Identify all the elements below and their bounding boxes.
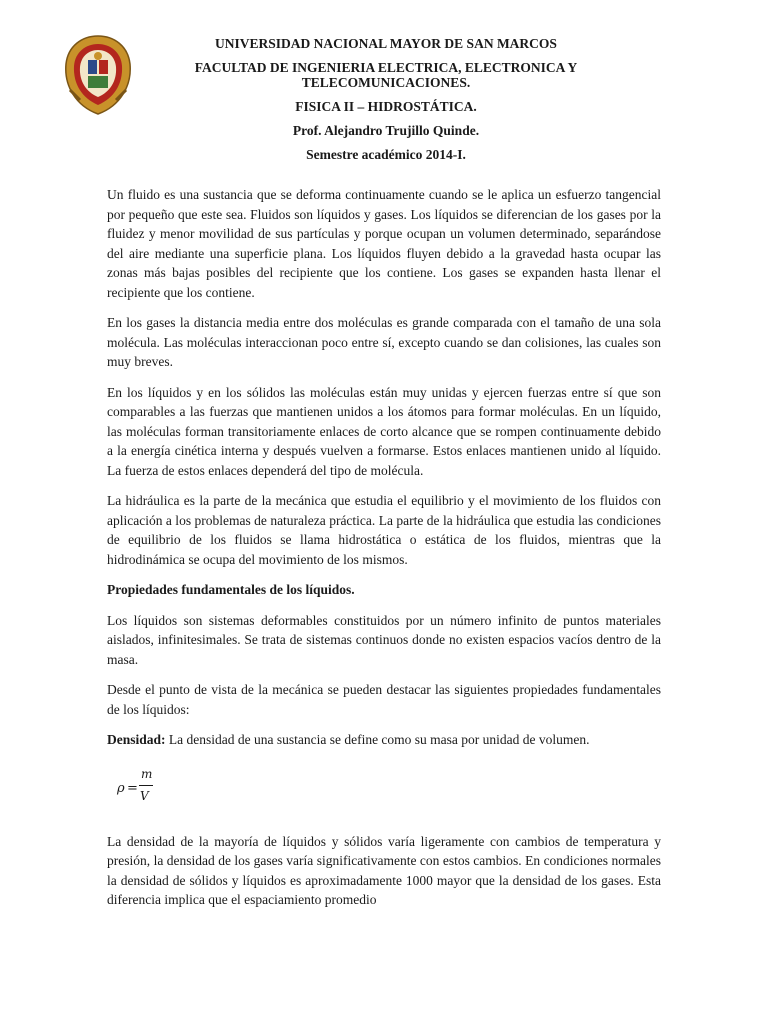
- formula-lhs: ρ: [117, 780, 125, 796]
- paragraph-gases: En los gases la distancia media entre dos moléculas es grande comparada con el tamaño de una sola molécula. Las moléculas interaccionan poco entre sí, excepto cuando se dan colisiones, las cuales son muy breves.: [107, 315, 661, 369]
- formula-denominator: V: [140, 788, 149, 803]
- document-body: [107, 185, 661, 921]
- formula-numerator: m: [141, 766, 153, 781]
- document-header: [180, 36, 592, 171]
- paragraph-fluid-definition: Un fluido es una sustancia que se deforma continuamente cuando se le aplica un esfuerzo tangencial por pequeño que este sea. Fluidos son líquidos y gases. Los líquidos se diferencian de los gases por la fluidez y menor movilidad de sus partículas y porque ocupan un volumen determinado, separándose del aire mediante una superficie plana. Los líquidos fluyen debido a la gravedad hasta ocupar las zonas más bajas posibles del recipiente que los contiene. Los gases se expanden hasta llenar el recipiente que los contiene.: [107, 187, 661, 300]
- formula-equals: =: [127, 780, 138, 796]
- paragraph-density-definition: [107, 730, 661, 750]
- semester-label: Semestre académico 2014-I.: [306, 147, 466, 162]
- density-term: Densidad:: [107, 732, 166, 747]
- paragraph-properties-intro: Desde el punto de vista de la mecánica se pueden destacar las siguientes propiedades fundamentales de los líquidos:: [107, 682, 661, 717]
- density-formula: [107, 761, 661, 819]
- fraction-bar: [139, 785, 153, 786]
- paragraph-hydraulics: La hidráulica es la parte de la mecánica que estudia el equilibrio y el movimiento de los fluidos con aplicación a los problemas de naturaleza práctica. La parte de la hidráulica que estudia las condiciones de equilibrio de los fluidos se llama hidrostática o estática de los fluidos, mientras que la hidrodinámica se ocupa del movimiento de los mismos.: [107, 493, 661, 567]
- density-definition: La densidad de una sustancia se define como su masa por unidad de volumen.: [165, 732, 590, 747]
- university-crest-icon: [64, 34, 132, 116]
- university-name: UNIVERSIDAD NACIONAL MAYOR DE SAN MARCOS: [215, 36, 557, 51]
- professor-name: Prof. Alejandro Trujillo Quinde.: [292, 123, 480, 138]
- faculty-name: FACULTAD DE INGENIERIA ELECTRICA, ELECTRONICA Y TELECOMUNICACIONES.: [194, 60, 578, 90]
- section-heading: Propiedades fundamentales de los líquidos.: [107, 582, 355, 597]
- paragraph-deformable-systems: Los líquidos son sistemas deformables constituidos por un número infinito de puntos materiales aislados, infinitesimales. Se trata de sistemas continuos donde no existen espacios vacíos dentro de la masa.: [107, 612, 661, 667]
- paragraph-density-variation: La densidad de la mayoría de líquidos y sólidos varía ligeramente con cambios de temperatura y presión, la densidad de los gases varía significativamente con estos cambios. En condiciones normales la densidad de sólidos y líquidos es aproximadamente 1000 mayor que la densidad de los gases. Esta diferencia implica que el espaciamiento promedio: [107, 833, 661, 907]
- course-title: FISICA II – HIDROSTÁTICA.: [295, 99, 477, 114]
- paragraph-liquids-solids: En los líquidos y en los sólidos las moléculas están muy unidas y ejercen fuerzas entre sí que son comparables a las fuerzas que mantienen unidos a los átomos para formar moléculas. En un líquido, las moléculas forman transitoriamente enlaces de corto alcance que se rompen continuamente debido a la energía cinética interna y después vuelven a formarse. Estos enlaces mantienen unido al líquido. La fuerza de estos enlaces dependerá del tipo de molécula.: [107, 384, 661, 478]
